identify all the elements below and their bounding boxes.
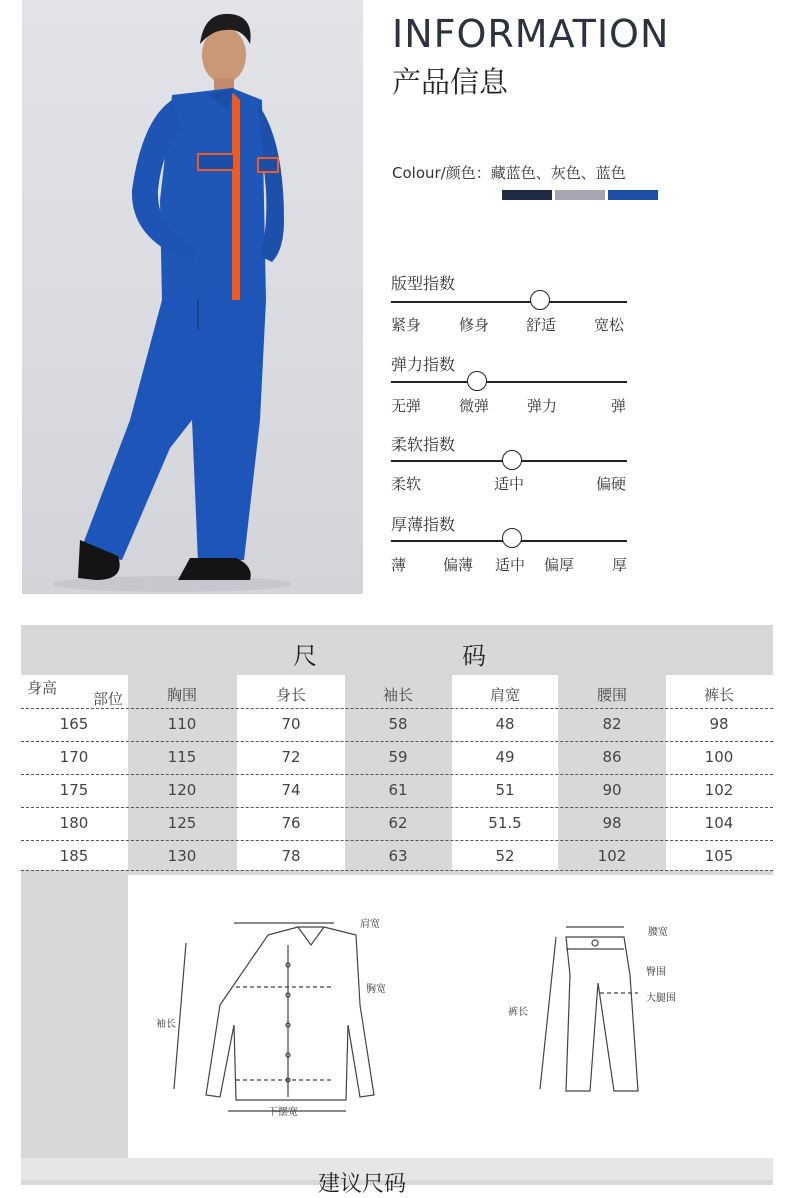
sleeve-length-label: 袖长 <box>156 1019 176 1030</box>
stretch-label: 微弹 <box>459 397 490 415</box>
fit-label: 修身 <box>459 316 490 334</box>
size-value-cell: 61 <box>388 781 408 799</box>
corner-part-label: 部位 <box>92 690 123 708</box>
hip-label: 臀围 <box>646 967 666 978</box>
size-value-cell: 78 <box>281 847 301 865</box>
size-table-title-left: 尺 <box>293 642 317 670</box>
chest-width-label: 胸宽 <box>366 984 386 995</box>
size-column-header: 胸围 <box>166 686 197 704</box>
size-column-header: 身长 <box>275 686 306 704</box>
measurement-diagram <box>128 875 773 1158</box>
colour-swatch-grey[interactable] <box>555 190 605 200</box>
size-value-cell: 51.5 <box>488 814 522 832</box>
size-height-cell: 170 <box>59 748 89 766</box>
row-divider <box>21 774 773 775</box>
size-value-cell: 49 <box>495 748 515 766</box>
stretch-index-title: 弹力指数 <box>391 355 456 374</box>
softness-label: 偏硬 <box>596 475 627 493</box>
thickness-label: 偏厚 <box>544 556 575 574</box>
thickness-label: 适中 <box>495 556 526 574</box>
size-value-cell: 72 <box>281 748 301 766</box>
waist-width-label: 腰宽 <box>648 927 668 938</box>
size-height-cell: 165 <box>59 715 89 733</box>
size-value-cell: 51 <box>495 781 515 799</box>
model-wearing-workwear <box>22 0 363 594</box>
garment-measurement-illustration <box>128 875 773 1158</box>
fit-label: 舒适 <box>526 316 557 334</box>
stretch-label: 弹力 <box>527 397 558 415</box>
size-value-cell: 104 <box>704 814 734 832</box>
size-value-cell: 115 <box>167 748 197 766</box>
softness-label: 适中 <box>494 475 525 493</box>
size-value-cell: 86 <box>602 748 622 766</box>
size-value-cell: 125 <box>167 814 197 832</box>
softness-label: 柔软 <box>391 475 422 493</box>
stretch-index-marker <box>467 371 487 391</box>
thickness-index-title: 厚薄指数 <box>391 515 456 534</box>
size-height-cell: 175 <box>59 781 89 799</box>
fit-label: 紧身 <box>391 316 422 334</box>
product-photo <box>22 0 363 594</box>
size-value-cell: 52 <box>495 847 515 865</box>
hem-width-label: 下摆宽 <box>268 1107 298 1118</box>
row-divider <box>21 741 773 742</box>
stretch-label: 无弹 <box>391 397 422 415</box>
row-divider <box>21 870 773 871</box>
recommended-size-heading: 建议尺码 <box>318 1172 407 1197</box>
size-value-cell: 58 <box>388 715 408 733</box>
size-value-cell: 102 <box>597 847 627 865</box>
info-heading: INFORMATION <box>392 12 670 56</box>
stretch-index-scale <box>391 381 627 383</box>
fit-index-scale <box>391 301 627 303</box>
size-column-header: 腰围 <box>596 686 627 704</box>
softness-index-title: 柔软指数 <box>391 435 456 454</box>
size-value-cell: 98 <box>602 814 622 832</box>
size-value-cell: 130 <box>167 847 197 865</box>
size-value-cell: 120 <box>167 781 197 799</box>
size-value-cell: 105 <box>704 847 734 865</box>
size-value-cell: 62 <box>388 814 408 832</box>
size-value-cell: 70 <box>281 715 301 733</box>
colour-swatch-navy[interactable] <box>502 190 552 200</box>
size-value-cell: 98 <box>709 715 729 733</box>
size-value-cell: 90 <box>602 781 622 799</box>
size-value-cell: 110 <box>167 715 197 733</box>
row-divider <box>21 840 773 841</box>
size-column-header: 肩宽 <box>489 686 520 704</box>
size-column-header: 裤长 <box>703 686 734 704</box>
thickness-label: 偏薄 <box>443 556 474 574</box>
size-value-cell: 74 <box>281 781 301 799</box>
softness-index-marker <box>502 450 522 470</box>
size-value-cell: 76 <box>281 814 301 832</box>
size-value-cell: 100 <box>704 748 734 766</box>
fit-index-title: 版型指数 <box>391 274 456 293</box>
info-subheading: 产品信息 <box>392 65 509 99</box>
size-height-cell: 180 <box>59 814 89 832</box>
thickness-index-marker <box>502 528 522 548</box>
colour-swatch-blue[interactable] <box>608 190 658 200</box>
row-divider <box>21 708 773 709</box>
size-value-cell: 102 <box>704 781 734 799</box>
size-value-cell: 63 <box>388 847 408 865</box>
thickness-label: 厚 <box>612 556 628 574</box>
stretch-label: 弹 <box>611 397 627 415</box>
fit-label: 宽松 <box>594 316 625 334</box>
size-value-cell: 82 <box>602 715 622 733</box>
shoulder-width-label: 肩宽 <box>360 919 380 930</box>
corner-height-label: 身高 <box>26 679 57 697</box>
thickness-label: 薄 <box>391 556 407 574</box>
size-table-title-right: 码 <box>462 642 486 670</box>
colour-options-text: Colour/颜色：藏蓝色、灰色、蓝色 <box>392 164 626 182</box>
size-value-cell: 48 <box>495 715 515 733</box>
size-value-cell: 59 <box>388 748 408 766</box>
fit-index-marker <box>530 290 550 310</box>
thigh-label: 大腿围 <box>646 993 676 1004</box>
pants-length-label: 裤长 <box>508 1007 528 1018</box>
size-height-cell: 185 <box>59 847 89 865</box>
row-divider <box>21 807 773 808</box>
size-column-header: 袖长 <box>382 686 413 704</box>
